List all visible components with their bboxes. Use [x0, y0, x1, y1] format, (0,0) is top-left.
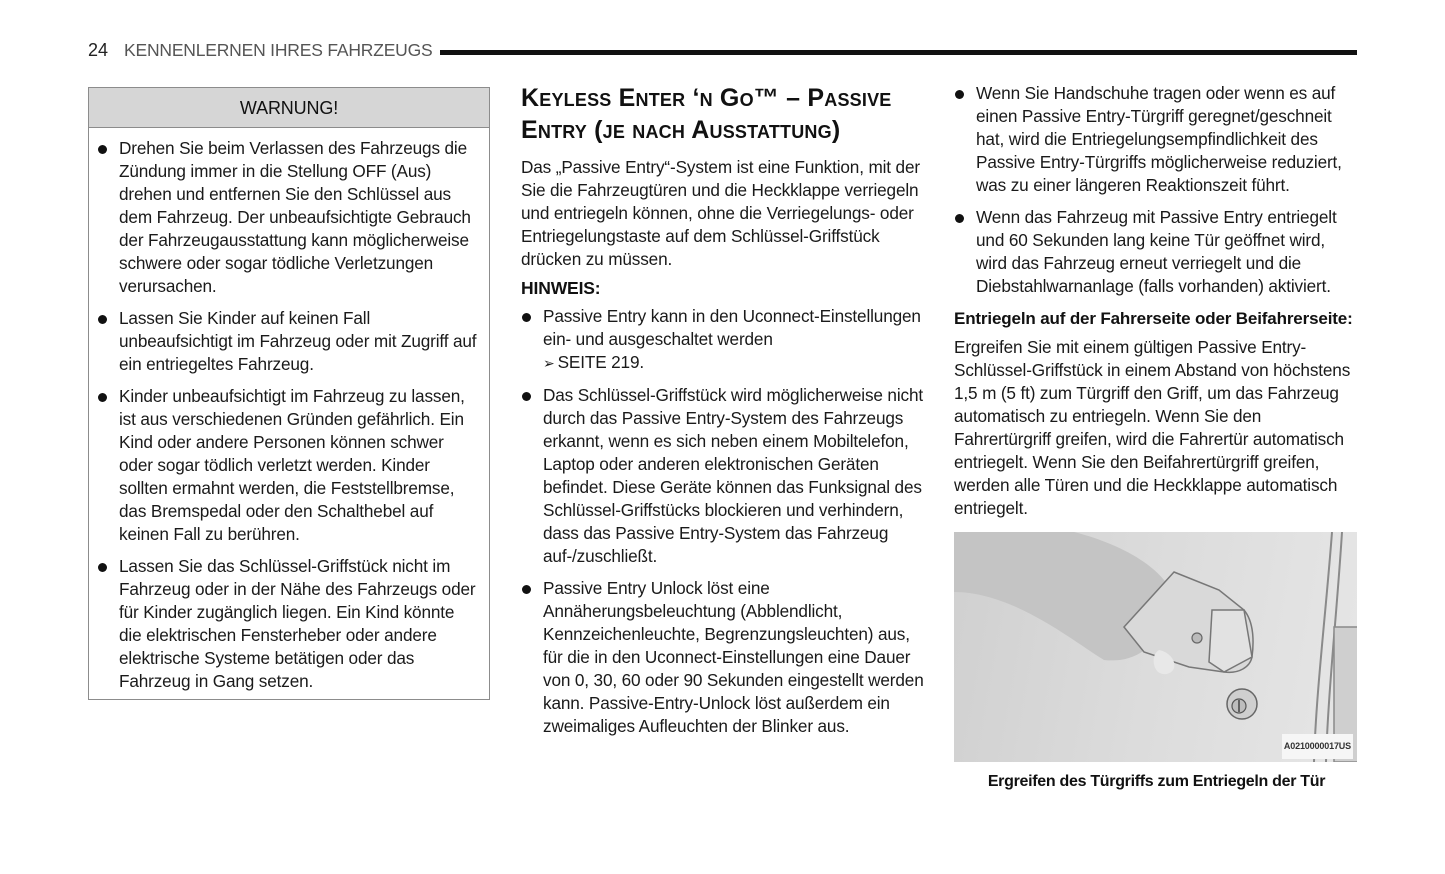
- page-number: 24: [88, 40, 109, 60]
- warning-item: Drehen Sie beim Verlassen des Fahrzeugs die Zündung immer in die Stellung OFF (Aus) drehen und entfernen Sie den Schlüssel aus dem Fahrzeug. Der unbeaufsichtigte Gebrauch der Fahrzeugausstattung kann möglicherweise schwere oder sogar tödliche Verletzungen verursachen.: [97, 137, 481, 298]
- bullet-icon: [98, 145, 107, 154]
- unlock-paragraph: Ergreifen Sie mit einem gültigen Passive Entry-Schlüssel-Griffstück in einem Abstand von höchstens 1,5 m (5 ft) zum Türgriff den Griff, um das Fahrzeug automatisch zu entriegeln. Wenn Sie den Fahrertürgriff greifen, wird die Fahrertür automatisch entriegelt. Wenn Sie den Beifahrertürgriff greifen, werden alle Türen und die Heckklappe automatisch entriegelt.: [954, 337, 1351, 518]
- page-header: [88, 38, 1358, 64]
- intro-paragraph: Das „Passive Entry“-System ist eine Funktion, mit der Sie die Fahrzeugtüren und die Heckklappe verriegeln und entriegeln können, ohne die Verriegelungs- oder Entriegelungstaste auf dem Schlüssel-Griffstück drücken zu müssen.: [521, 157, 920, 269]
- bullet-icon: [98, 563, 107, 572]
- bullet-icon: [955, 90, 964, 99]
- bullet-icon: [98, 393, 107, 402]
- warning-item: Kinder unbeaufsichtigt im Fahrzeug zu lassen, ist aus verschiedenen Gründen gefährlich. Ein Kind oder andere Personen können schwer oder sogar tödlich verletzt werden. Kinder sollten ermahnt werden, die Feststellbremse, das Bremspedal oder den Schalthebel auf keinen Fall zu berühren.: [97, 385, 481, 546]
- bullet-icon: [522, 313, 531, 322]
- section-title: Keyless Enter ‘n Go™ – Passive Entry (je nach Ausstattung): [521, 84, 892, 144]
- note-item: Passive Entry Unlock löst eine Annäherungsbeleuchtung (Abblendlicht, Kennzeichenleuchte, Begrenzungsleuchten) aus, für die in den Uconnect-Einstellungen eine Dauer von 0, 30, 60 oder 90 Sekunden eingestellt werden kann. Passive-Entry-Unlock löst außerdem ein zweimaliges Aufleuchten der Blinker aus.: [521, 577, 926, 738]
- warning-list: [97, 137, 481, 693]
- warning-box: [88, 87, 490, 700]
- left-column: [88, 87, 490, 700]
- note-item: Wenn Sie Handschuhe tragen oder wenn es auf einen Passive Entry-Türgriff geregnet/geschneit hat, wird die Entriegelungsempfindlichkeit des Passive Entry-Türgriffs möglicherweise reduziert, was zu einer längeren Reaktionszeit führt.: [954, 82, 1359, 197]
- note-list-continued: [954, 82, 1359, 298]
- door-handle-illustration: [954, 532, 1357, 762]
- bullet-icon: [522, 392, 531, 401]
- note-list: [521, 305, 926, 738]
- page-reference-link[interactable]: SEITE 219.: [557, 352, 644, 372]
- note-label: HINWEIS:: [521, 278, 601, 298]
- chapter-title: KENNENLERNEN IHRES FAHRZEUGS: [124, 40, 433, 60]
- bullet-icon: [522, 585, 531, 594]
- note-item: Das Schlüssel-Griffstück wird möglicherweise nicht durch das Passive Entry-System des Fahrzeugs erkannt, wenn es sich neben einem Mobiltelefon, Laptop oder anderen elektronischen Geräten befindet. Diese Geräte können das Funksignal des Schlüssel-Griffstücks blockieren und verhindern, dass das Passive Entry-System das Fahrzeug auf-/zuschließt.: [521, 384, 926, 568]
- warning-item: Lassen Sie das Schlüssel-Griffstück nicht im Fahrzeug oder in der Nähe des Fahrzeugs oder für Kinder zugänglich liegen. Ein Kind könnte die elektrischen Fensterheber oder andere elektrische Systeme betätigen oder das Fahrzeug in Gang setzen.: [97, 555, 481, 693]
- arrow-right-icon: ➢: [543, 355, 555, 371]
- hand-door-handle-icon: [954, 532, 1357, 762]
- bullet-icon: [98, 315, 107, 324]
- right-column: [954, 82, 1359, 793]
- figure-code: A0210000017US: [1282, 734, 1353, 759]
- note-item: Passive Entry kann in den Uconnect-Einstellungen ein- und ausgeschaltet werden ➢ SEITE 219.: [521, 305, 926, 375]
- warning-title: WARNUNG!: [89, 88, 489, 128]
- header-rule: [440, 50, 1357, 55]
- bullet-icon: [955, 214, 964, 223]
- unlock-subheading: Entriegeln auf der Fahrerseite oder Beifahrerseite:: [954, 309, 1353, 328]
- warning-item: Lassen Sie Kinder auf keinen Fall unbeaufsichtigt im Fahrzeug oder mit Zugriff auf ein entriegeltes Fahrzeug.: [97, 307, 481, 376]
- middle-column: [521, 82, 926, 747]
- note-item: Wenn das Fahrzeug mit Passive Entry entriegelt und 60 Sekunden lang keine Tür geöffnet wird, wird das Fahrzeug erneut verriegelt und die Diebstahlwarnanlage (falls vorhanden) aktiviert.: [954, 206, 1359, 298]
- figure-caption: Ergreifen des Türgriffs zum Entriegeln der Tür: [987, 773, 1326, 790]
